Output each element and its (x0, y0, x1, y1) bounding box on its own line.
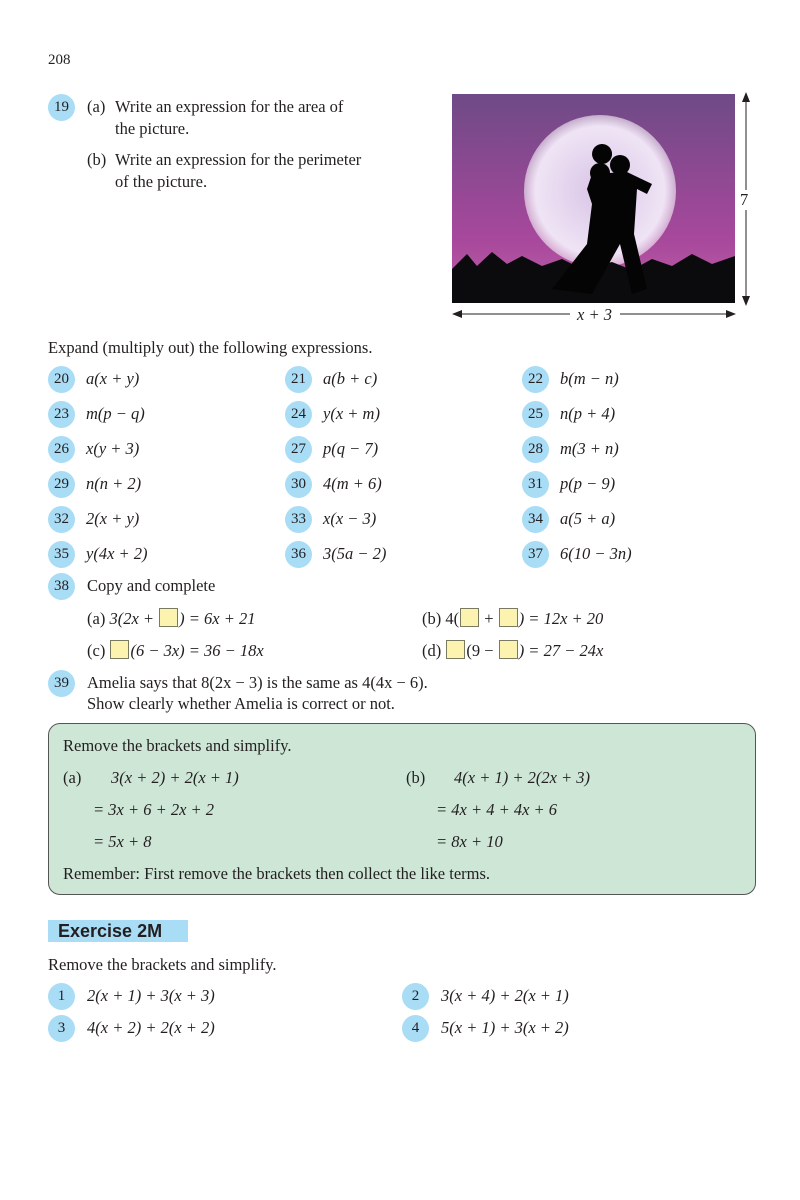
q19-b-label: (b) (87, 150, 107, 169)
question-badge-35: 35 (48, 541, 75, 568)
blank-box[interactable] (460, 608, 479, 627)
question-badge-33: 33 (285, 506, 312, 533)
q19-b-line2: of the picture. (115, 172, 208, 191)
q38-b-mid: + (480, 609, 498, 628)
question-badge-28: 28 (522, 436, 549, 463)
question-badge-38: 38 (48, 573, 75, 600)
expand-expression: y(4x + 2) (86, 544, 148, 563)
blank-box[interactable] (499, 640, 518, 659)
expand-expression: m(p − q) (86, 404, 145, 423)
arrow-down-icon (742, 296, 750, 306)
expand-expression: a(b + c) (323, 369, 378, 388)
q38-c-post: (6 − 3x) = 36 − 18x (130, 641, 264, 660)
exercise-badge-2: 2 (402, 983, 429, 1010)
question-badge-21: 21 (285, 366, 312, 393)
expand-expression: x(x − 3) (323, 509, 377, 528)
question-badge-30: 30 (285, 471, 312, 498)
blank-box[interactable] (110, 640, 129, 659)
question-badge-29: 29 (48, 471, 75, 498)
expand-expression: p(q − 7) (323, 439, 379, 458)
blank-box[interactable] (446, 640, 465, 659)
q38-b-label: (b) (422, 609, 442, 628)
example-b-step1: = 4x + 4 + 4x + 6 (436, 800, 558, 819)
q38-d-mid: (9 − (466, 641, 498, 660)
q38-b-pre: 4( (445, 609, 460, 628)
expand-expression: a(x + y) (86, 369, 140, 388)
example-b-expr: 4(x + 1) + 2(2x + 3) (454, 768, 591, 787)
q39-line1: Amelia says that 8(2x − 3) is the same as 4(4x − 6). (87, 673, 428, 692)
question-badge-20: 20 (48, 366, 75, 393)
arrow-left-icon (452, 310, 462, 318)
question-badge-26: 26 (48, 436, 75, 463)
exercise-expr-4: 5(x + 1) + 3(x + 2) (441, 1018, 569, 1037)
expand-expression: b(m − n) (560, 369, 619, 388)
exercise-badge-3: 3 (48, 1015, 75, 1042)
q38-c-label: (c) (87, 641, 106, 660)
question-badge-23: 23 (48, 401, 75, 428)
q39-line2: Show clearly whether Amelia is correct or not. (87, 694, 395, 713)
exercise-badge-4: 4 (402, 1015, 429, 1042)
exercise-badge-1: 1 (48, 983, 75, 1010)
q19-a-line2: the picture. (115, 119, 190, 138)
example-a-step2: = 5x + 8 (93, 832, 152, 851)
q38-a-label: (a) (87, 609, 106, 628)
exercise-expr-1: 2(x + 1) + 3(x + 3) (87, 986, 215, 1005)
example-b-step2: = 8x + 10 (436, 832, 503, 851)
expand-expression: a(5 + a) (560, 509, 616, 528)
q38-d (422, 640, 603, 661)
expand-expression: n(n + 2) (86, 474, 142, 493)
q38-d-label: (d) (422, 641, 442, 660)
question-badge-32: 32 (48, 506, 75, 533)
example-b-label: (b) (406, 768, 426, 787)
expand-expression: 3(5a − 2) (323, 544, 387, 563)
q38-d-post: ) = 27 − 24x (518, 641, 604, 660)
expand-expression: 6(10 − 3n) (560, 544, 632, 563)
exercise-expr-3: 4(x + 2) + 2(x + 2) (87, 1018, 215, 1037)
q38-a-post: ) = 6x + 21 (179, 609, 256, 628)
q38-title: Copy and complete (87, 576, 216, 595)
arrow-up-icon (742, 92, 750, 102)
q38-a-pre: 3(2x + (109, 609, 159, 628)
blank-box[interactable] (499, 608, 518, 627)
q19-a-label: (a) (87, 97, 106, 116)
example-remember: Remember: First remove the brackets then collect the like terms. (63, 864, 491, 883)
q38-b (422, 608, 603, 629)
page-number: 208 (48, 52, 71, 68)
expand-expression: m(3 + n) (560, 439, 619, 458)
q38-b-post: ) = 12x + 20 (518, 609, 604, 628)
question-badge-34: 34 (522, 506, 549, 533)
q19-b-line1: Write an expression for the perimeter (115, 150, 362, 169)
expand-expression: p(p − 9) (560, 474, 616, 493)
q38-a (87, 608, 256, 629)
expand-expression: 2(x + y) (86, 509, 140, 528)
question-badge-22: 22 (522, 366, 549, 393)
question-badge-31: 31 (522, 471, 549, 498)
question-badge-25: 25 (522, 401, 549, 428)
blank-box[interactable] (159, 608, 178, 627)
question-badge-39: 39 (48, 670, 75, 697)
example-a-label: (a) (63, 768, 82, 787)
question-badge-19: 19 (48, 94, 75, 121)
example-title: Remove the brackets and simplify. (63, 736, 292, 755)
q38-c (87, 640, 264, 661)
expand-intro: Expand (multiply out) the following expressions. (48, 338, 373, 357)
width-label: x + 3 (574, 305, 615, 325)
height-label: 7 (740, 190, 749, 209)
exercise-expr-2: 3(x + 4) + 2(x + 1) (441, 986, 569, 1005)
exercise-heading: Exercise 2M (48, 920, 188, 942)
question-badge-36: 36 (285, 541, 312, 568)
expand-expression: x(y + 3) (86, 439, 140, 458)
example-a-expr: 3(x + 2) + 2(x + 1) (111, 768, 239, 787)
question-badge-37: 37 (522, 541, 549, 568)
expand-expression: y(x + m) (323, 404, 380, 423)
example-a-step1: = 3x + 6 + 2x + 2 (93, 800, 215, 819)
dimension-arrows (440, 90, 760, 325)
expand-expression: n(p + 4) (560, 404, 616, 423)
question-badge-27: 27 (285, 436, 312, 463)
arrow-right-icon (726, 310, 736, 318)
question-badge-24: 24 (285, 401, 312, 428)
exercise-intro: Remove the brackets and simplify. (48, 955, 277, 974)
expand-expression: 4(m + 6) (323, 474, 382, 493)
q19-a-line1: Write an expression for the area of (115, 97, 344, 116)
